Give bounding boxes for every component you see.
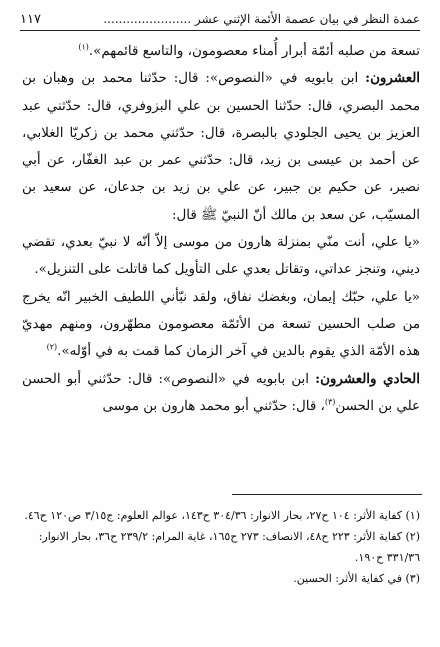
page-header — [20, 12, 420, 27]
paragraph-1 — [22, 38, 420, 65]
paragraph-4-text: «يا علي، حبّك إيمان، وبغضك نفاق، ولقد نبّأني اللطيف الخبير انّه يخرج من صلب الحسين تسعة من الأئمّة معصومون مطهّرون، ومنهم مهديّ هذه الأمّة الذي يقوم بالدين في آخر الزمان كما قمت به في أوّله». — [22, 289, 420, 360]
footnote-ref-2: (٢) — [46, 342, 58, 352]
footnote-ref-3: (٣) — [324, 397, 336, 407]
footnote-ref-1: (١) — [78, 42, 89, 52]
footnote-2: (٢) كفاية الأثر: ٢٢٣ ح٤٨، الانصاف: ٢٧٣ ح١٦٥، غاية المرام: ٢٣٩/٢ ح٣٦، بحار الانوار: ٣٣١/٣٦ ح١٩٠. — [38, 530, 420, 564]
paragraph-5 — [22, 366, 420, 421]
paragraph-2-text: ابن بابويه في «النصوص»: قال: حدّثنا محمد بن وهبان بن محمد البصري، قال: حدّثنا الحسين بن علي البزوفري، قال: حدّثني عبد العزيز بن يحيى الجلودي بالبصرة، قال: حدّثني محمد بن زكريّا الغلابي، عن أحمد بن عيسى بن زيد، قال: حدّثني عمر بن عبد الغفّار، عن أبي نصير، عن حكيم بن جبير، عن علي بن زيد بن جدعان، عن سعيد بن المسيّب، عن سعد بن مالك أنّ النبيّ ﷺ قال: — [22, 71, 420, 223]
paragraph-5-text-a: ابن بابويه في «النصوص»: قال: حدّثني أبو الحسن علي بن الحسن — [22, 371, 420, 414]
paragraph-5-text-b: ، قال: حدّثني أبو محمد هارون بن موسى — [102, 398, 325, 414]
paragraph-1-text: تسعة من صلبه أئمّة أبرار أُمناء معصومون، والتاسع قائمهم». — [88, 44, 420, 59]
paragraph-4 — [22, 284, 420, 366]
running-title: عمدة النظر في بيان عصمة الأئمة الإثني عشر ....................... — [103, 12, 420, 26]
paragraph-3: «يا علي، أنت منّي بمنزلة هارون من موسى إلاّ أنّه لا نبيّ بعدي، تقضي ديني، وتنجز عداتي، وتقاتل بعدي على التأويل كما قاتلت على التنزيل». — [22, 235, 420, 278]
paragraph-2 — [22, 65, 420, 229]
header-rule — [20, 30, 420, 31]
footnote-rule — [232, 494, 422, 495]
page-number: ١١٧ — [20, 12, 41, 27]
main-text — [22, 38, 420, 420]
footnote-1: (١) كفاية الأثر: ١٠٤ ح٢٧، بحار الانوار: ٣٠٤/٣٦ ح١٤٣، عوالم العلوم: ج٣/١٥ ص١٢٠ ح٤٦. — [24, 509, 420, 522]
paragraph-2-heading: العشرون: — [365, 70, 420, 87]
footnote-3: (٣) في كفاية الأثر: الحسين. — [293, 572, 420, 585]
footnotes — [22, 505, 420, 589]
paragraph-5-heading: الحادي والعشرون: — [315, 370, 420, 387]
